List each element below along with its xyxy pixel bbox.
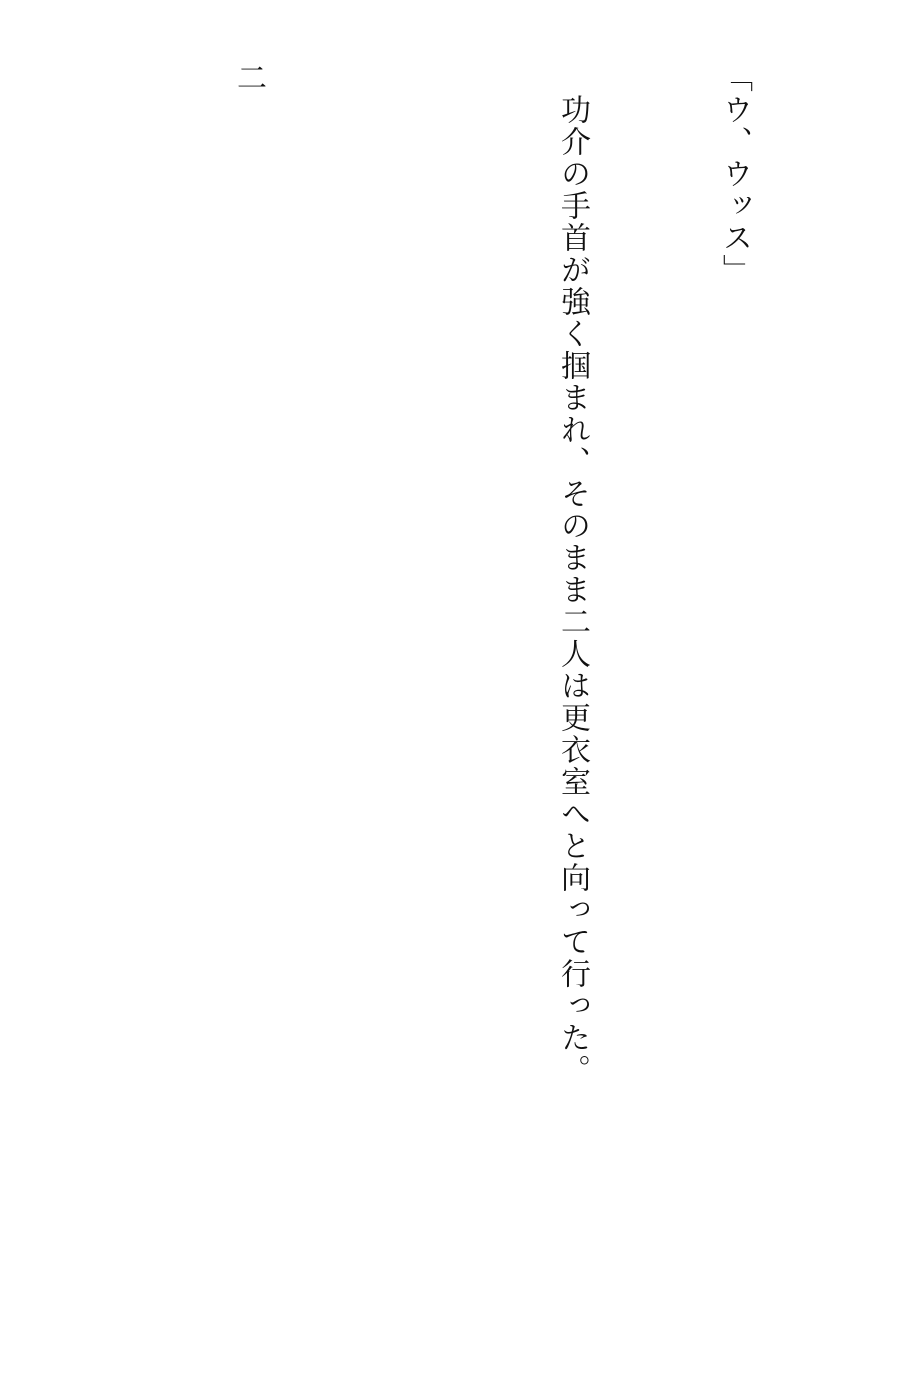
blank-line [59,62,113,1242]
vertical-text-body [0,62,869,1242]
blank-line [383,62,437,1242]
dialogue-line: 「ウ、ウッス」 [717,62,752,286]
narration-line: 功介の手首が強く掴まれ、そのまま二人は更衣室へと向って行った。 [555,62,590,1086]
section-heading: 二 [231,62,266,94]
